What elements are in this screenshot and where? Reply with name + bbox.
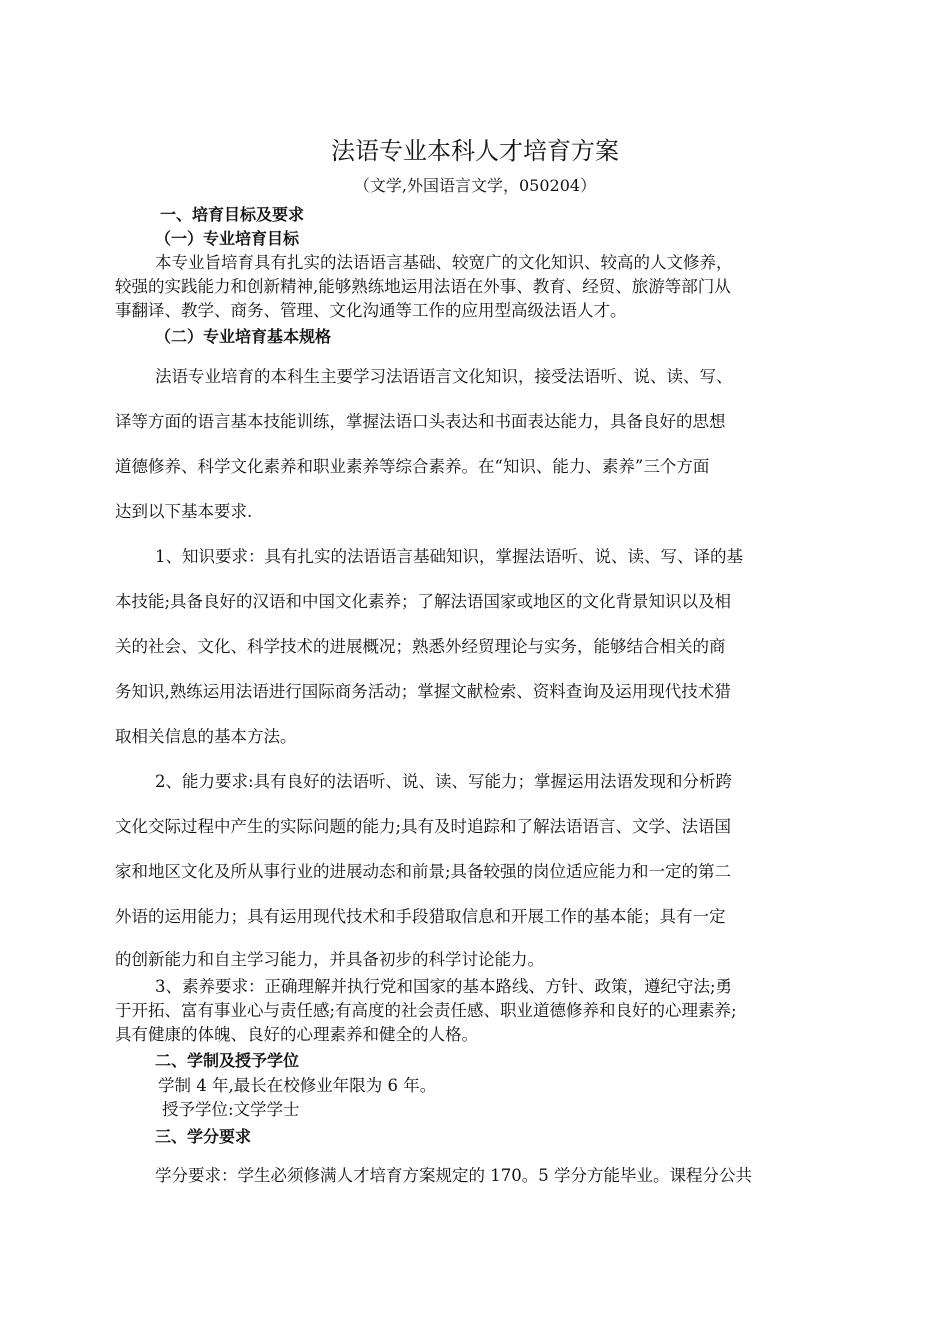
paragraph-line: 事翻译、教学、商务、管理、文化沟通等工作的应用型高级法语人才。 — [115, 301, 627, 320]
paragraph-line: 于开拓、富有事业心与责任感;有高度的社会责任感、职业道德修养和良好的心理素养; — [115, 1001, 737, 1020]
section-heading-degree: 二、学制及授予学位 — [155, 1051, 300, 1070]
subsection-heading-training-goal: （一）专业培育目标 — [155, 229, 300, 248]
paragraph-line: 关的社会、文化、科学技术的进展概况；熟悉外经贸理论与实务，能够结合相关的商 — [115, 637, 726, 656]
paragraph-line: 3、素养要求：正确理解并执行党和国家的基本路线、方针、政策，遵纪守法;勇 — [155, 977, 733, 996]
paragraph-line: 文化交际过程中产生的实际问题的能力;具有及时追踪和了解法语语言、文学、法语国 — [115, 817, 732, 836]
paragraph-line: 具有健康的体魄、良好的心理素养和健全的人格。 — [115, 1025, 478, 1044]
paragraph-line: 较强的实践能力和创新精神,能够熟练地运用法语在外事、教育、经贸、旅游等部门从 — [115, 277, 731, 296]
paragraph-line: 本技能;具备良好的汉语和中国文化素养；了解法语国家或地区的文化背景知识以及相 — [115, 592, 732, 611]
paragraph-line: 译等方面的语言基本技能训练，掌握法语口头表达和书面表达能力，具备良好的思想 — [115, 412, 726, 431]
paragraph-line: 家和地区文化及所从事行业的进展动态和前景;具备较强的岗位适应能力和一定的第二 — [115, 862, 732, 881]
paragraph-line: 达到以下基本要求. — [115, 502, 253, 521]
paragraph-line: 务知识,熟练运用法语进行国际商务活动；掌握文献检索、资料查询及运用现代技术猎 — [115, 682, 731, 701]
section-heading-goals: 一、培育目标及要求 — [160, 205, 305, 224]
paragraph-line: 学分要求：学生必须修满人才培育方案规定的 170。5 学分方能毕业。课程分公共 — [155, 1166, 752, 1185]
paragraph-line: 取相关信息的基本方法。 — [115, 727, 297, 746]
paragraph-line: 1、知识要求：具有扎实的法语语言基础知识，掌握法语听、说、读、写、译的基 — [155, 547, 743, 566]
document-subtitle: （文学,外国语言文学，050204） — [353, 176, 597, 195]
paragraph-line: 道德修养、科学文化素养和职业素养等综合素养。在“知识、能力、素养”三个方面 — [115, 457, 710, 476]
paragraph-line: 外语的运用能力；具有运用现代技术和手段猎取信息和开展工作的基本能；具有一定 — [115, 907, 726, 926]
paragraph-line: 本专业旨培育具有扎实的法语语言基础、较宽广的文化知识、较高的人文修养， — [155, 253, 733, 272]
document-title: 法语专业本科人才培育方案 — [331, 137, 619, 165]
paragraph-line: 学制 4 年,最长在校修业年限为 6 年。 — [158, 1076, 437, 1095]
paragraph-line: 法语专业培育的本科生主要学习法语语言文化知识，接受法语听、说、读、写、 — [155, 367, 733, 386]
paragraph-line: 2、能力要求:具有良好的法语听、说、读、写能力；掌握运用法语发现和分析跨 — [155, 772, 733, 791]
paragraph-line: 授予学位:文学学士 — [162, 1100, 300, 1119]
subsection-heading-specifications: （二）专业培育基本规格 — [155, 327, 332, 346]
paragraph-line: 的创新能力和自主学习能力，并具备初步的科学讨论能力。 — [115, 950, 544, 969]
section-heading-credits: 三、学分要求 — [155, 1127, 252, 1146]
